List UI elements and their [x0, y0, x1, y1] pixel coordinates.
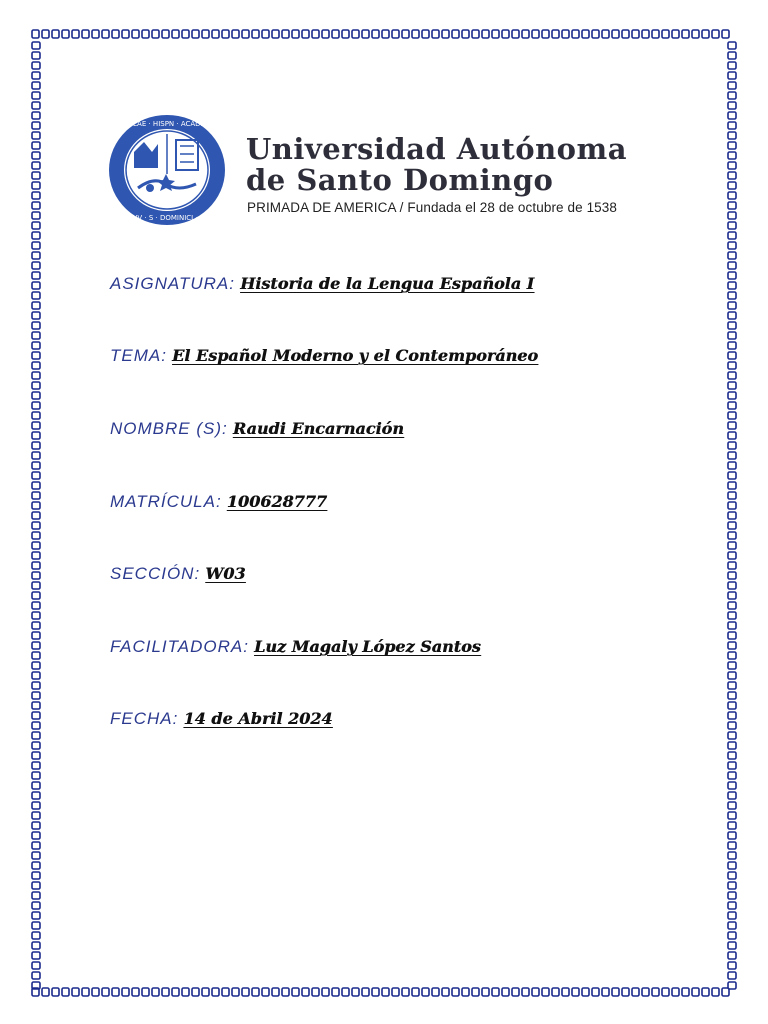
- university-name-line2: de Santo Domingo: [246, 163, 554, 197]
- field-value: Raudi Encarnación: [232, 419, 404, 438]
- university-header: [106, 112, 666, 230]
- field-value: 100628777: [226, 492, 327, 511]
- field-asignatura: [110, 274, 534, 294]
- field-tema: [110, 346, 538, 366]
- svg-text:CONV · S · DOMINICI · IMP: CONV · S · DOMINICI · IMP: [121, 214, 213, 222]
- university-name: [246, 134, 627, 196]
- field-seccion: [110, 564, 246, 584]
- field-label: MATRÍCULA:: [110, 492, 222, 511]
- field-fecha: [110, 709, 333, 729]
- field-label: NOMBRE (S):: [110, 419, 228, 438]
- university-name-line1: Universidad Autónoma: [246, 132, 627, 166]
- university-seal-icon: [106, 112, 228, 228]
- field-label: SECCIÓN:: [110, 564, 201, 583]
- field-label: FACILITADORA:: [110, 637, 249, 656]
- university-subtitle: PRIMADA DE AMERICA / Fundada el 28 de octubre de 1538: [247, 200, 618, 215]
- field-nombre: [110, 419, 404, 439]
- field-value: El Español Moderno y el Contemporáneo: [172, 346, 539, 365]
- field-label: FECHA:: [110, 709, 179, 728]
- field-label: TEMA:: [110, 346, 167, 365]
- svg-text:INSULAE · HISPN · ACADEMIA: INSULAE · HISPN · ACADEMIA: [116, 120, 218, 128]
- field-matricula: [110, 492, 327, 512]
- field-value: W03: [205, 564, 246, 583]
- field-value: 14 de Abril 2024: [183, 709, 333, 728]
- field-label: ASIGNATURA:: [110, 274, 235, 293]
- field-value: Luz Magaly López Santos: [254, 637, 481, 656]
- field-value: Historia de la Lengua Española I: [240, 274, 535, 293]
- field-facilitadora: [110, 637, 481, 657]
